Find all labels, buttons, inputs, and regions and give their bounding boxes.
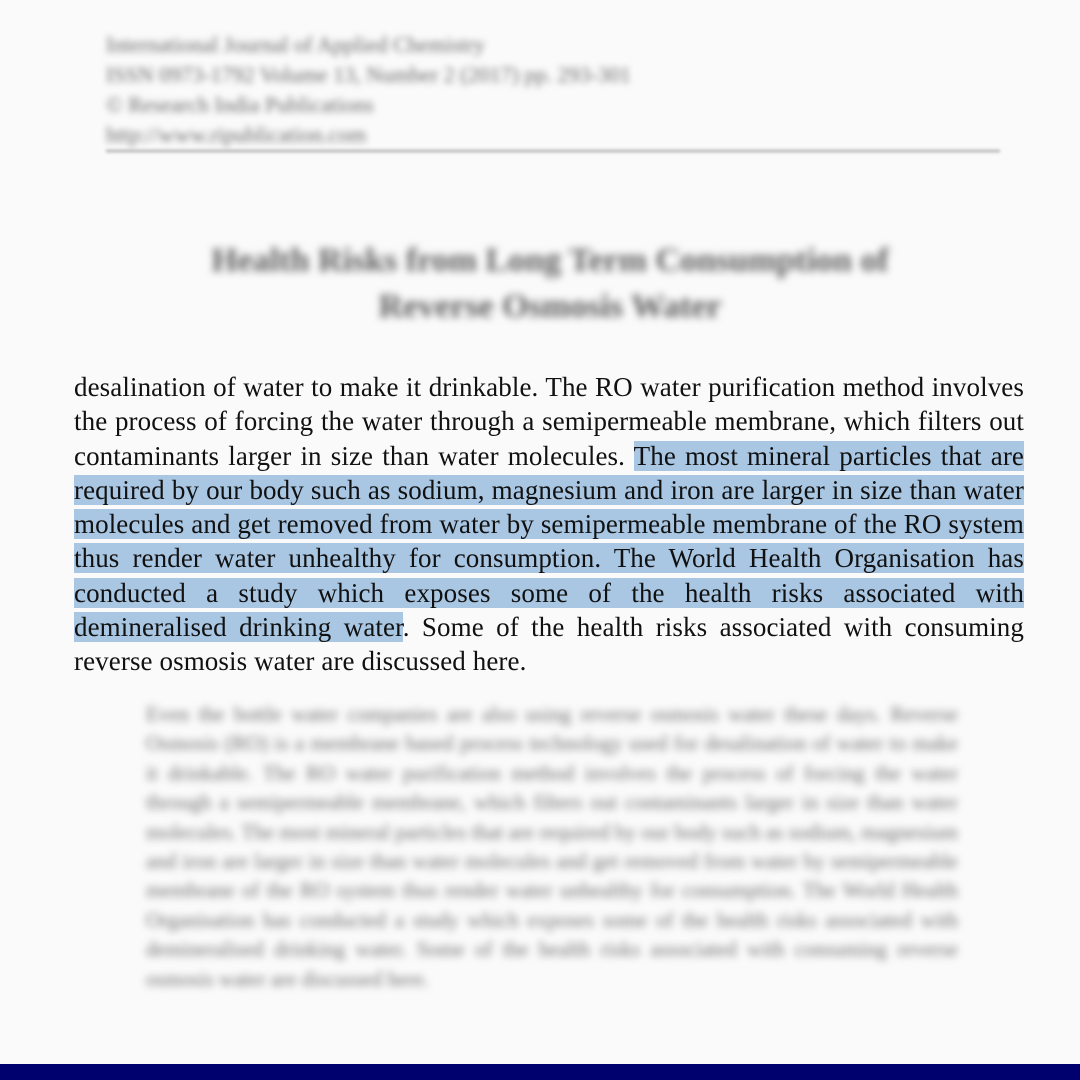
focused-paragraph [74, 370, 1024, 679]
journal-header [106, 30, 1006, 150]
highlighted-text: The most mineral particles that are required by our body such as sodium, magnesium and iron are larger in size than water molecules and get removed from water by semipermeable membrane of the RO system thus render water unhealthy for consumption. The World Health Organisation has conducted a study which exposes some of the health risks associated with demineralised drinking water [74, 440, 1025, 643]
paper-title-line-2: Reverse Osmosis Water [378, 288, 722, 325]
paragraph-text-after-highlight: . Some of the health risks associated with consuming reverse osmosis water are discussed here. [74, 612, 1025, 677]
background-body-text: Even the bottle water companies are also using reverse osmosis water these days. Reverse Osmosis (RO) is a membrane based process technology used for desalination of water to make it drinkable. The RO water purification method involves the process of forcing the water through a semipermeable membrane, which filters out contaminants larger in size than water molecules. The most mineral particles that are required by our body such as sodium, magnesium and iron are larger in size than water molecules and get removed from water by semipermeable membrane of the RO system thus render water unhealthy for consumption. The World Health Organisation has conducted a study which exposes some of the health risks associated with demineralised drinking water. Some of the health risks associated with consuming reverse osmosis water are discussed here. [146, 702, 958, 991]
header-divider [106, 150, 1000, 152]
journal-url: http://www.ripublication.com [106, 122, 367, 147]
paper-title-line-1: Health Risks from Long Term Consumption of [211, 242, 889, 279]
journal-name: International Journal of Applied Chemistry [106, 32, 485, 57]
journal-publisher: © Research India Publications [106, 92, 374, 117]
journal-issn: ISSN 0973-1792 Volume 13, Number 2 (2017) pp. 293-301 [106, 62, 631, 87]
bottom-accent-bar [0, 1064, 1080, 1080]
paper-title [100, 238, 1000, 330]
paragraph-text-before-highlight: desalination of water to make it drinkable. The RO water purification method involves the process of forcing the water through a semipermeable membrane, which filters out contaminants larger in size than water molecules. [74, 372, 1024, 471]
